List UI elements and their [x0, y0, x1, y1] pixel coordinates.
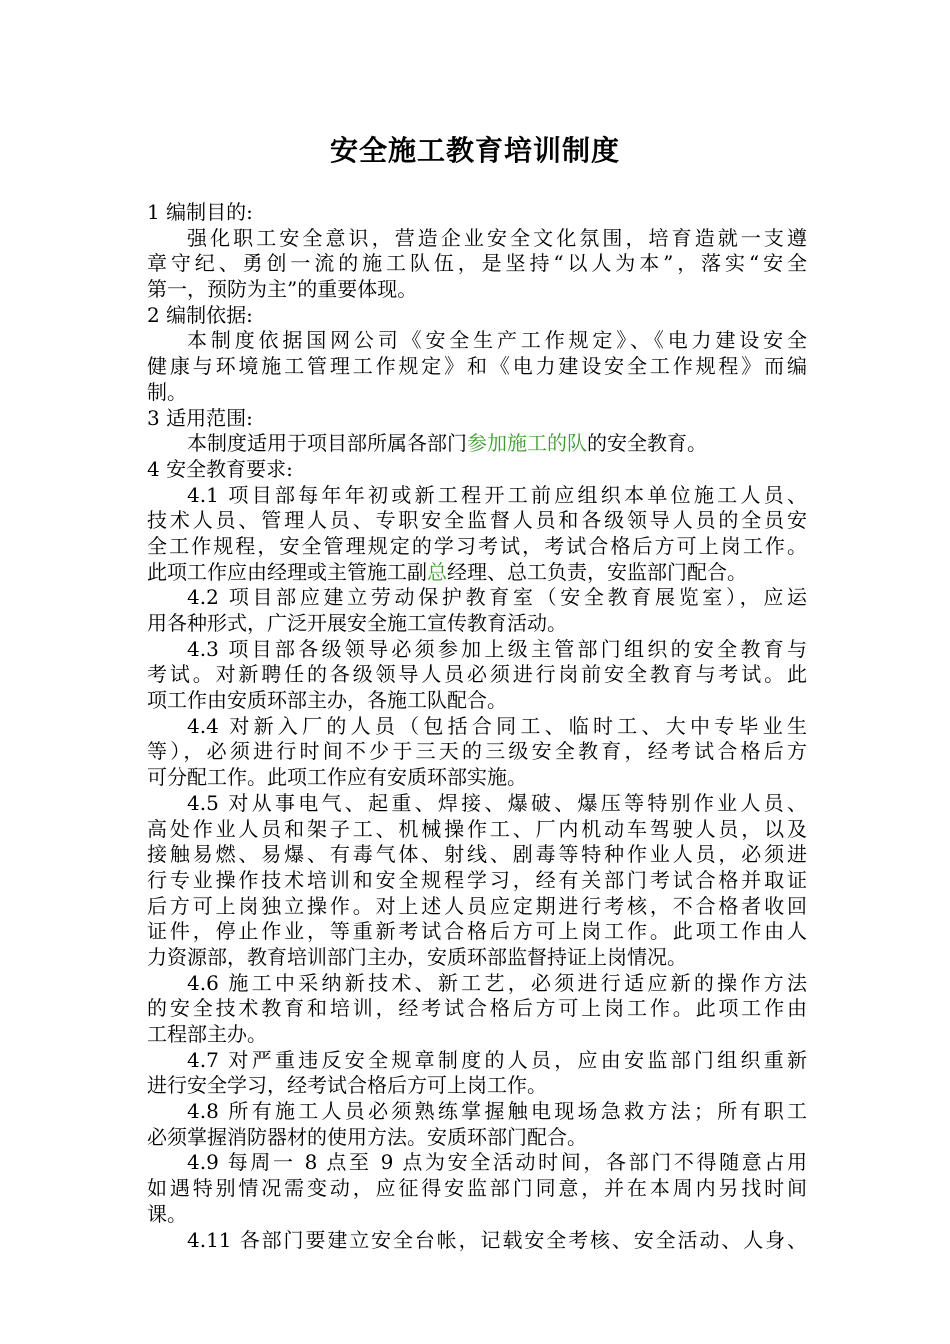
section-heading: 2 编制依据:	[147, 302, 253, 327]
paragraph-line: 的安全技术教育和培训，经考试合格后方可上岗工作。此项工作由	[147, 996, 807, 1021]
paragraph-line: 等），必须进行时间不少于三天的三级安全教育，经考试合格后方	[147, 739, 807, 764]
paragraph-line: 工程部主办。	[147, 1022, 267, 1046]
paragraph-line: 制。	[147, 379, 187, 404]
paragraph-line: 接触易燃、易爆、有毒气体、射线、剧毒等特种作业人员，必须进	[147, 842, 807, 867]
text-run: 经理、总工负责，安监部门配合。	[447, 559, 747, 584]
paragraph-line: 后方可上岗独立操作。对上述人员应定期进行考核，不合格者收回	[147, 893, 807, 918]
paragraph-line: 4.6 施工中采纳新技术、新工艺，必须进行适应新的操作方法	[187, 970, 807, 995]
paragraph-line: 强化职工安全意识，营造企业安全文化氛围，培育造就一支遵	[187, 225, 807, 250]
paragraph-line: 技术人员、管理人员、专职安全监督人员和各级领导人员的全员安	[147, 508, 807, 533]
section-heading: 1 编制目的:	[147, 200, 253, 224]
section-heading: 4 安全教育要求:	[147, 456, 293, 481]
paragraph-line: 用各种形式，广泛开展安全施工宣传教育活动。	[147, 611, 567, 635]
section-heading: 3 适用范围:	[147, 405, 253, 430]
paragraph-line: 可分配工作。此项工作应有安质环部实施。	[147, 765, 527, 790]
highlighted-text: 参加施工的队	[467, 431, 587, 456]
text-run: 本制度适用于项目部所属各部门	[187, 431, 467, 456]
text-run: 的安全教育。	[587, 431, 707, 456]
paragraph-line: 第一，预防为主”的重要体现。	[147, 277, 418, 302]
paragraph-line: 力资源部，教育培训部门主办，安质环部监督持证上岗情况。	[147, 944, 687, 969]
highlighted-text: 总	[427, 559, 447, 584]
paragraph-line: 4.9 每周一 8 点至 9 点为安全活动时间，各部门不得随意占用	[187, 1150, 807, 1175]
paragraph-line: 必须掌握消防器材的使用方法。安质环部门配合。	[147, 1124, 587, 1149]
paragraph-line	[147, 431, 807, 457]
paragraph-line: 如遇特别情况需变动，应征得安监部门同意，并在本周内另找时间	[147, 1176, 807, 1201]
paragraph-line: 课。	[147, 1201, 187, 1226]
paragraph-line: 行专业操作技术培训和安全规程学习，经有关部门考试合格并取证	[147, 867, 807, 892]
document-body	[147, 200, 807, 1253]
text-run: 此项工作应由经理或主管施工副	[147, 559, 427, 584]
paragraph-line: 项工作由安质环部主办，各施工队配合。	[147, 688, 507, 713]
paragraph-line: 证件，停止作业，等重新考试合格后方可上岗工作。此项工作由人	[147, 919, 807, 944]
paragraph-line: 4.4 对新入厂的人员（包括合同工、临时工、大中专毕业生	[187, 713, 807, 738]
paragraph-line: 章守纪、勇创一流的施工队伍，是坚持“以人为本”，落实“安全	[147, 251, 807, 276]
paragraph-line: 4.3 项目部各级领导必须参加上级主管部门组织的安全教育与	[187, 636, 807, 661]
paragraph-line: 进行安全学习，经考试合格后方可上岗工作。	[147, 1073, 547, 1098]
paragraph-line: 4.5 对从事电气、起重、焊接、爆破、爆压等特别作业人员、	[187, 790, 807, 815]
document-title: 安全施工教育培训制度	[329, 134, 620, 167]
paragraph-line: 4.7 对严重违反安全规章制度的人员，应由安监部门组织重新	[187, 1047, 807, 1072]
paragraph-line: 4.1 项目部每年年初或新工程开工前应组织本单位施工人员、	[187, 482, 807, 507]
paragraph-line: 本制度依据国网公司《安全生产工作规定》、《电力建设安全	[187, 328, 807, 353]
paragraph-line: 高处作业人员和架子工、机械操作工、厂内机动车驾驶人员，以及	[147, 816, 807, 841]
paragraph-line	[147, 560, 807, 586]
paragraph-line: 4.2 项目部应建立劳动保护教育室（安全教育展览室），应运	[187, 585, 807, 610]
paragraph-line: 4.8 所有施工人员必须熟练掌握触电现场急救方法；所有职工	[187, 1099, 807, 1124]
paragraph-line: 全工作规程，安全管理规定的学习考试，考试合格后方可上岗工作。	[147, 533, 807, 558]
paragraph-line: 4.11 各部门要建立安全台帐，记载安全考核、安全活动、人身、	[187, 1227, 807, 1252]
paragraph-line: 健康与环境施工管理工作规定》和《电力建设安全工作规程》而编	[147, 354, 807, 379]
paragraph-line: 考试。对新聘任的各级领导人员必须进行岗前安全教育与考试。此	[147, 662, 807, 687]
